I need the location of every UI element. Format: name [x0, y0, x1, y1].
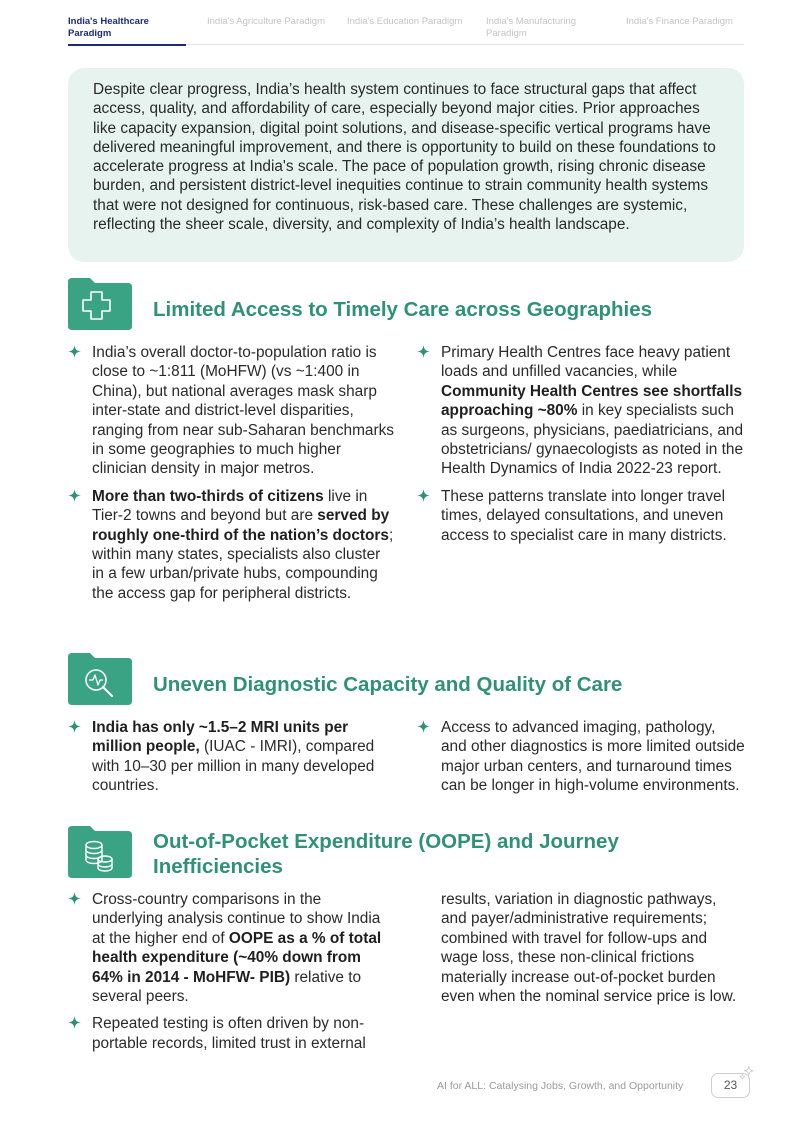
- star-bullet-icon: [68, 720, 81, 733]
- tab-education[interactable]: [347, 16, 465, 28]
- bullet-text: live in Tier-2 towns and beyond but are: [92, 487, 368, 525]
- list-item: [417, 343, 745, 479]
- bullet-bold-text: More than two-thirds of citizens: [92, 487, 324, 505]
- tab-label: India's Manufacturing Paradigm: [486, 16, 577, 39]
- list-item: [68, 343, 396, 479]
- access-column-left: [68, 343, 396, 611]
- bullet-bold-text: OOPE as a % of total health expenditure (~40% down from 64% in 2014 - MoHFW- PIB): [92, 929, 382, 986]
- list-item: [417, 487, 745, 545]
- coin-stack-icon: [68, 826, 132, 878]
- section-title-diagnostic: Uneven Diagnostic Capacity and Quality of Care: [153, 673, 623, 696]
- list-item: [68, 718, 396, 796]
- star-bullet-icon: [68, 345, 81, 358]
- tab-finance[interactable]: [626, 16, 744, 28]
- star-bullet-icon: [68, 489, 81, 502]
- access-column-right: [417, 343, 745, 553]
- oope-column-left: [68, 890, 396, 1061]
- bullet-text: Primary Health Centres face heavy patient loads and unfilled vacancies, while: [441, 344, 731, 381]
- diagnostic-column-right: [417, 718, 745, 804]
- bullet-text: (IUAC - IMRI), compared with 10–30 per million in many developed countries.: [92, 738, 375, 795]
- sparkle-icon: [738, 1064, 756, 1082]
- page-number: 23: [711, 1073, 750, 1098]
- tab-label: India's Agriculture Paradigm: [207, 16, 325, 27]
- bullet-bold-text: served by roughly one-third of the nation’s doctors: [92, 507, 390, 544]
- section-tabs: [68, 16, 744, 45]
- bullet-text: India’s overall doctor-to-population ratio is close to ~1:811 (MoHFW) (vs ~1:400 in China), but national averages mask sharp inter-state and district-level disparities, ranging from near sub-Saharan benchmarks in some geographies to much higher clinician density in major metros.: [92, 344, 394, 478]
- tab-label: India's Finance Paradigm: [626, 16, 733, 27]
- continued-text: results, variation in diagnostic pathways, and payer/administrative requirements; combined with travel for follow-ups and wage loss, these non-clinical frictions materially increase out-of-pocket burden even when the nominal service price is low.: [441, 891, 737, 1006]
- list-item: [68, 487, 396, 603]
- diagnostic-column-left: [68, 718, 396, 804]
- bullet-text: ; within many states, specialists also cluster in a few urban/private hubs, compounding the access gap for peripheral districts.: [92, 526, 394, 602]
- bullet-text: Access to advanced imaging, pathology, and other diagnostics is more limited outside major urban centers, and turnaround times can be longer in high-volume environments.: [441, 719, 745, 795]
- active-tab-indicator: [68, 44, 186, 46]
- tab-healthcare[interactable]: [68, 16, 186, 40]
- tab-manufacturing[interactable]: [486, 16, 604, 40]
- star-bullet-icon: [417, 345, 430, 358]
- bullet-bold-text: India has only ~1.5–2 MRI units per million people,: [92, 719, 349, 756]
- bullet-text: Cross-country comparisons in the underlying analysis continue to show India at the higher end of: [92, 891, 381, 947]
- bullet-text: relative to several peers.: [92, 968, 362, 1006]
- list-item: [417, 718, 745, 796]
- section-title-access: Limited Access to Timely Care across Geographies: [153, 298, 653, 321]
- star-bullet-icon: [417, 720, 430, 733]
- bullet-text: Repeated testing is often driven by non-portable records, limited trust in external: [92, 1015, 366, 1052]
- star-bullet-icon: [68, 1016, 81, 1029]
- diagnostic-magnifier-icon: [68, 653, 132, 705]
- tab-agriculture[interactable]: [207, 16, 325, 28]
- section-title-oope: Out-of-Pocket Expenditure (OOPE) and Journey Inefficiencies: [153, 830, 619, 878]
- bullet-bold-text: Community Health Centres see shortfalls approaching ~80%: [441, 382, 743, 420]
- bullet-text: in key specialists such as surgeons, physicians, paediatricians, and obstetricians/ gynaecologists as noted in the Health Dynamics of India 2022-23 report.: [441, 402, 744, 478]
- tab-label: India's Healthcare Paradigm: [68, 16, 149, 39]
- tab-label: India's Education Paradigm: [347, 16, 463, 27]
- star-bullet-icon: [68, 892, 81, 905]
- intro-callout: [68, 68, 744, 262]
- footer-title: AI for ALL: Catalysing Jobs, Growth, and Opportunity: [437, 1080, 684, 1092]
- star-bullet-icon: [417, 489, 430, 502]
- list-item: [68, 890, 396, 1006]
- intro-text: Despite clear progress, India’s health system continues to face structural gaps that affect access, quality, and affordability of care, especially beyond major cities. Prior approaches like capacity expansion, digital point solutions, and disease-specific vertical programs have delivered meaningful improvement, and there is opportunity to build on these foundations to accelerate progress at India's scale. The pace of population growth, rising chronic disease burden, and persistent district-level inequities continue to strain community health systems that were not designed for continuous, risk-based care. These challenges are systemic, reflecting the sheer scale, diversity, and complexity of India’s health landscape.: [93, 81, 716, 234]
- list-item: [68, 1014, 396, 1053]
- medical-cross-icon: [68, 278, 132, 330]
- oope-column-right: [441, 890, 745, 1006]
- bullet-text: These patterns translate into longer travel times, delayed consultations, and uneven access to specialist care in many districts.: [441, 487, 727, 544]
